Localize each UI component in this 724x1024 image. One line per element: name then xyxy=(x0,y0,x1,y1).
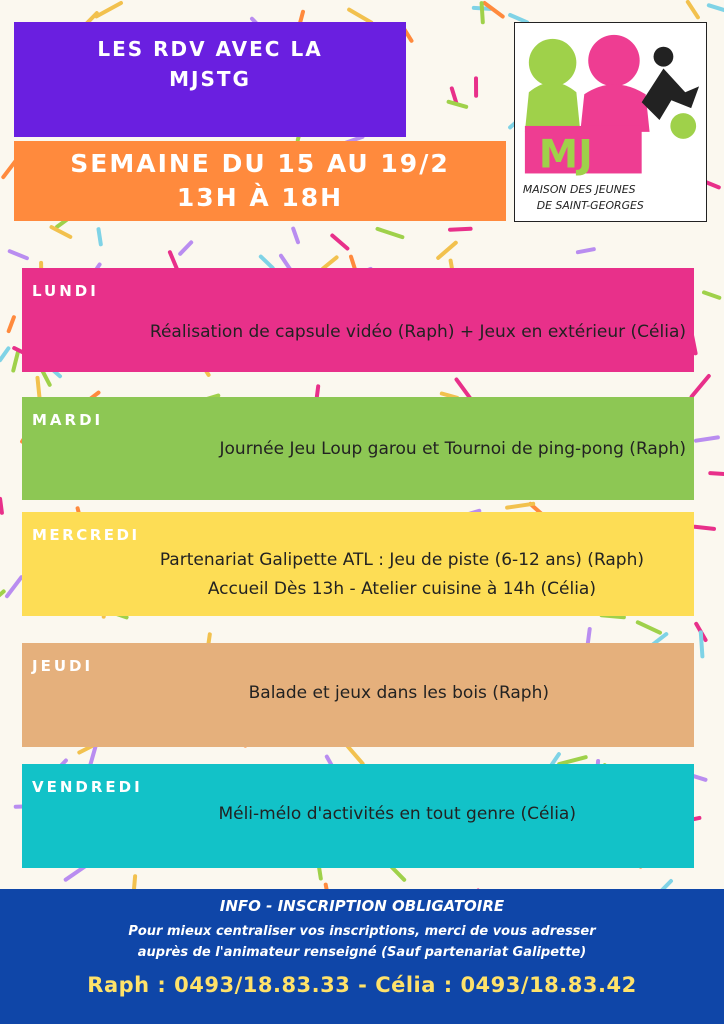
title-line-2: MJSTG xyxy=(169,67,251,91)
confetti-piece xyxy=(10,251,27,258)
confetti-piece xyxy=(180,242,191,253)
confetti-piece xyxy=(692,376,709,397)
confetti-piece xyxy=(449,102,467,107)
info-title: INFO - INSCRIPTION OBLIGATOIRE xyxy=(219,897,505,915)
week-banner xyxy=(14,141,506,221)
activity-line: Accueil Dès 13h - Atelier cuisine à 14h (Célia) xyxy=(207,579,596,599)
day-activity-vendredi xyxy=(218,800,576,829)
title-line-1: LES RDV AVEC LA xyxy=(97,37,323,61)
svg-text:DE SAINT-GEORGES: DE SAINT-GEORGES xyxy=(536,199,644,213)
confetti-piece xyxy=(438,243,456,258)
activity-line: Méli-mélo d'activités en tout genre (Célia) xyxy=(218,804,576,824)
info-body-line-2: auprès de l'animateur renseigné (Sauf partenariat Galipette) xyxy=(137,945,587,960)
day-name-mardi: MARDI xyxy=(32,411,104,429)
day-card-mardi xyxy=(22,397,694,500)
activity-line: Journée Jeu Loup garou et Tournoi de ping-pong (Raph) xyxy=(219,439,686,459)
confetti-piece xyxy=(695,527,714,529)
confetti-piece xyxy=(701,632,703,656)
confetti-piece xyxy=(709,5,724,12)
day-name-jeudi: JEUDI xyxy=(32,657,94,675)
day-activity-mercredi xyxy=(160,546,644,604)
confetti-piece xyxy=(323,257,337,268)
info-body-line-1: Pour mieux centraliser vos inscriptions, merci de vous adresser xyxy=(128,924,596,939)
confetti-piece xyxy=(170,252,177,268)
day-name-lundi: LUNDI xyxy=(32,282,99,300)
confetti-piece xyxy=(332,236,347,249)
info-body xyxy=(0,921,724,963)
confetti-piece xyxy=(349,10,371,23)
activity-line: Partenariat Galipette ATL : Jeu de piste (6-12 ans) (Raph) xyxy=(159,550,644,570)
confetti-piece xyxy=(261,257,273,268)
confetti-piece xyxy=(507,504,533,508)
activity-line: Réalisation de capsule vidéo (Raph) + Jeux en extérieur (Célia) xyxy=(149,322,686,342)
confetti-piece xyxy=(7,577,21,596)
week-line-2: 13H À 18H xyxy=(176,183,344,212)
contact-phones: Raph : 0493/18.83.33 - Célia : 0493/18.83.42 xyxy=(87,973,637,997)
day-name-mercredi: MERCREDI xyxy=(32,526,140,544)
confetti-piece xyxy=(482,3,483,22)
day-activity-mardi xyxy=(220,435,686,464)
day-name-vendredi: VENDREDI xyxy=(32,778,143,796)
svg-text:MAISON DES JEUNES: MAISON DES JEUNES xyxy=(522,183,636,197)
confetti-piece xyxy=(9,317,14,331)
title-banner xyxy=(14,22,406,137)
confetti-piece xyxy=(99,229,101,244)
confetti-piece xyxy=(704,292,719,297)
confetti-piece xyxy=(0,499,2,513)
day-card-vendredi xyxy=(22,764,694,868)
confetti-piece xyxy=(0,348,8,360)
day-card-lundi xyxy=(22,268,694,372)
confetti-piece xyxy=(378,229,403,237)
confetti-piece xyxy=(706,182,719,187)
confetti-piece xyxy=(578,249,594,252)
confetti-piece xyxy=(450,229,471,230)
confetti-piece xyxy=(710,473,724,475)
mj-logo xyxy=(514,22,707,222)
week-line-1: SEMAINE DU 15 AU 19/2 xyxy=(70,149,450,178)
confetti-piece xyxy=(97,3,122,16)
confetti-piece xyxy=(638,622,660,632)
confetti-piece xyxy=(0,591,4,606)
day-card-mercredi xyxy=(22,512,694,616)
info-footer xyxy=(0,889,724,1024)
confetti-piece xyxy=(688,2,698,17)
svg-text:MJ: MJ xyxy=(538,131,593,178)
confetti-piece xyxy=(52,227,71,237)
day-card-jeudi xyxy=(22,643,694,747)
confetti-piece xyxy=(293,229,298,243)
day-activity-lundi xyxy=(150,318,686,347)
confetti-piece xyxy=(696,437,718,440)
confetti-piece xyxy=(13,352,18,370)
day-activity-jeudi xyxy=(249,679,549,708)
activity-line: Balade et jeux dans les bois (Raph) xyxy=(248,683,549,703)
confetti-piece xyxy=(588,629,590,644)
